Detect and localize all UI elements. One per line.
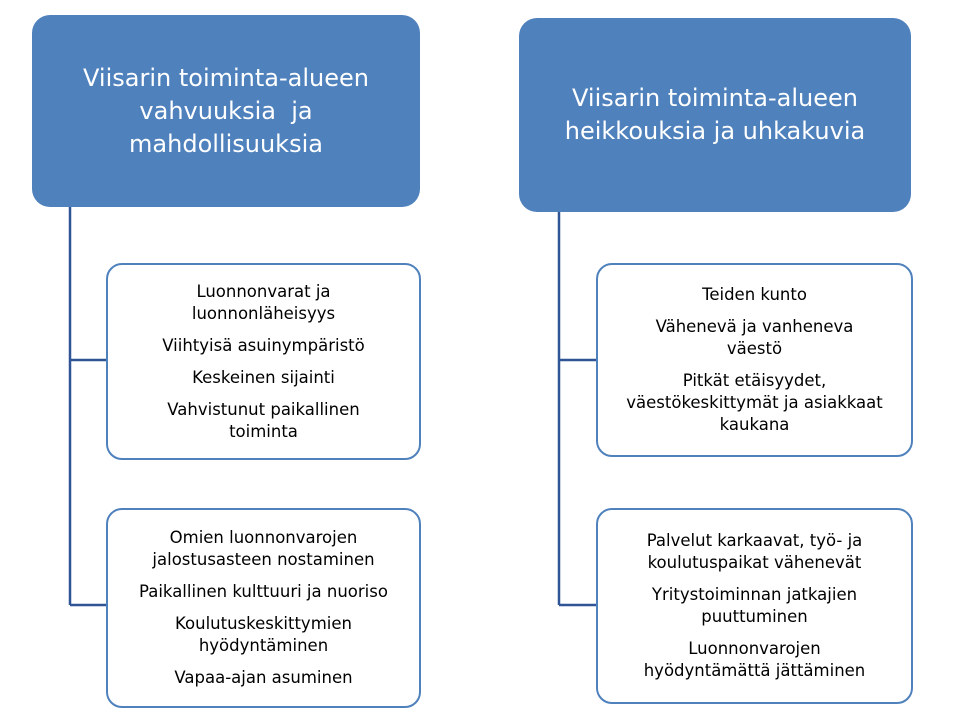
list-item: Luonnonvarat ja luonnonläheisyys bbox=[191, 281, 336, 323]
strengths-header-line: vahvuuksia ja bbox=[139, 96, 313, 125]
strengths-header-line: mahdollisuuksia bbox=[129, 129, 323, 158]
list-item: Vahvistunut paikallinen toiminta bbox=[167, 399, 360, 441]
weaknesses-header-line: Viisarin toiminta-alueen bbox=[572, 84, 858, 112]
list-item: Keskeinen sijainti bbox=[192, 367, 335, 387]
weaknesses-box bbox=[596, 263, 913, 457]
list-item: Teiden kunto bbox=[702, 285, 807, 304]
list-item: Vähenevä ja vanheneva väestö bbox=[655, 317, 854, 358]
list-item: Vapaa-ajan asuminen bbox=[174, 668, 353, 687]
list-item: Yritystoiminnan jatkajien puuttuminen bbox=[651, 585, 858, 626]
list-item: Paikallinen kulttuuri ja nuoriso bbox=[139, 582, 388, 601]
list-item: Pitkät etäisyydet, väestökeskittymät ja asiakkaat kaukana bbox=[626, 371, 883, 434]
strengths-header-line: Viisarin toiminta-alueen bbox=[83, 63, 369, 92]
list-item: Viihtyisä asuinympäristö bbox=[162, 335, 365, 355]
list-item: Omien luonnonvarojen jalostusasteen nostaminen bbox=[152, 528, 375, 569]
list-item: Palvelut karkaavat, työ- ja koulutuspaikat vähenevät bbox=[646, 531, 863, 572]
connector-left bbox=[70, 207, 106, 605]
list-item: Koulutuskeskittymien hyödyntäminen bbox=[175, 614, 352, 655]
connector-right bbox=[559, 212, 596, 605]
weaknesses-header-line: heikkouksia ja uhkakuvia bbox=[564, 117, 866, 145]
strengths-box bbox=[106, 263, 421, 460]
opportunities-box bbox=[106, 508, 421, 708]
list-item: Luonnonvarojen hyödyntämättä jättäminen bbox=[643, 639, 866, 680]
threats-box bbox=[596, 508, 913, 704]
strengths-header bbox=[32, 15, 420, 207]
weaknesses-header bbox=[519, 18, 911, 212]
